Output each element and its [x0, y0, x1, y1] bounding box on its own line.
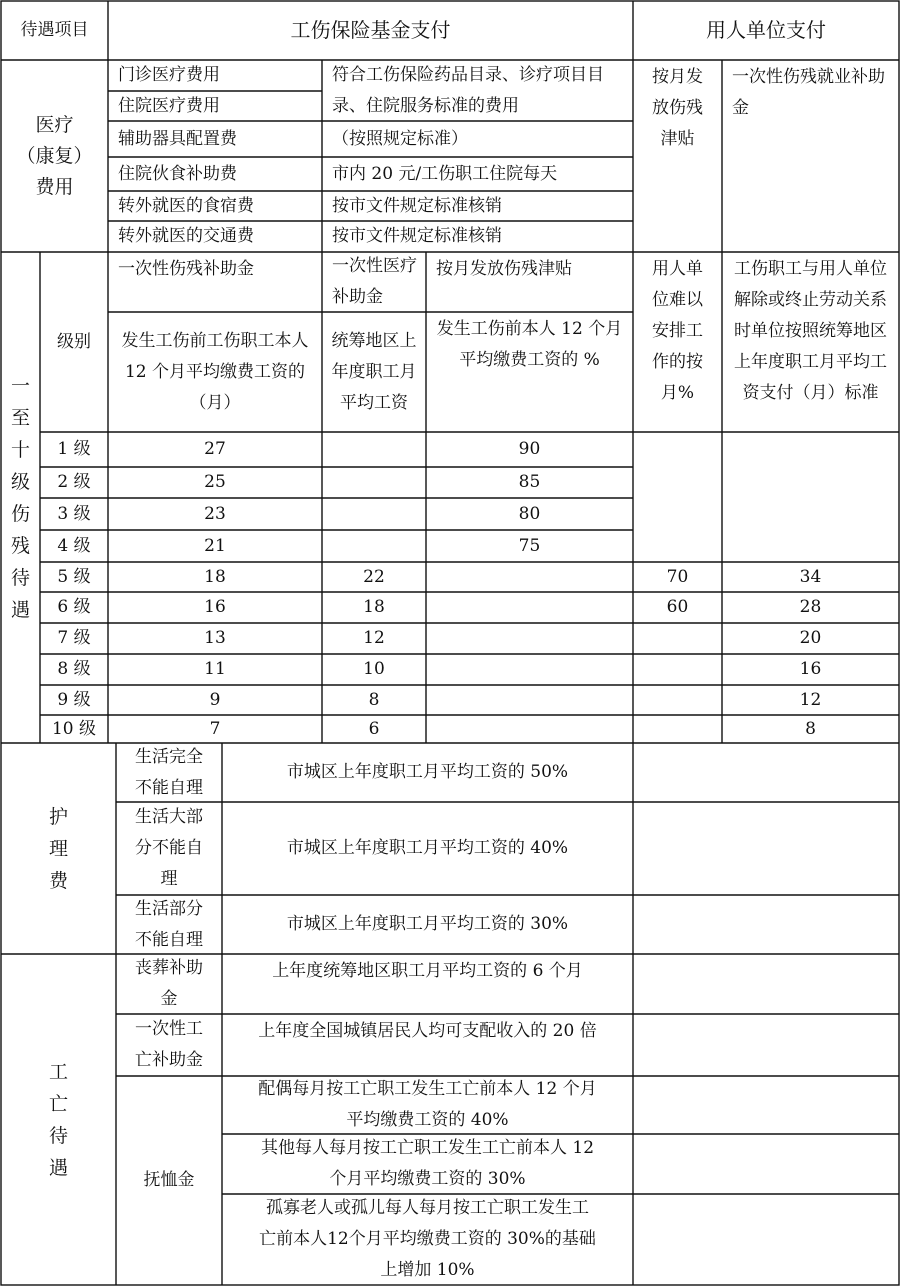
medical-meal: 住院伙食补助费 [118, 163, 237, 184]
disability-col-lump: 一次性伤残补助金 [118, 259, 254, 279]
level-employer-lump: 20 [799, 628, 822, 648]
level-employer-lump: 28 [799, 597, 822, 617]
disability-col-employer-monthly: 用人单 位难以 安排工 作的按 月% [652, 259, 703, 403]
nursing-label: 生活部分 不能自理 [135, 898, 203, 950]
medical-outpatient: 门诊医疗费用 [118, 65, 220, 85]
level-lump: 16 [204, 597, 226, 617]
disability-lump-unit: 发生工伤前工伤职工本人 12 个月平均缴费工资的 （月） [121, 330, 309, 413]
level-label: 10 级 [51, 718, 97, 739]
death-lump-label: 一次性工 亡补助金 [135, 1019, 203, 1070]
level-label: 2 级 [57, 472, 91, 492]
death-funeral-value: 上年度统筹地区职工月平均工资的 6 个月 [272, 961, 583, 981]
level-medical: 8 [368, 689, 380, 710]
medical-assistive: 辅助器具配置费 [118, 128, 237, 149]
death-pension-other: 其他每人每月按工亡职工发生工亡前本人 12 个月平均缴费工资的 30% [260, 1138, 595, 1189]
medical-transfer-lodging-note: 按市文件规定标准核销 [332, 195, 502, 216]
level-employer-lump: 34 [799, 566, 822, 587]
nursing-value: 市城区上年度职工月平均工资的 40% [286, 838, 569, 858]
level-employer-lump: 8 [805, 718, 816, 739]
level-monthly: 90 [518, 439, 541, 459]
medical-title: 医疗 （康复） 费用 [16, 113, 93, 198]
level-lump: 7 [209, 718, 221, 739]
medical-transfer-transport: 转外就医的交通费 [118, 226, 254, 246]
disability-title: 一 至 十 级 伤 残 待 遇 [10, 374, 30, 621]
level-lump: 18 [204, 566, 226, 587]
level-lump: 27 [204, 439, 226, 459]
death-lump-value: 上年度全国城镇居民人均可支配收入的 20 倍 [258, 1021, 597, 1041]
disability-medical-unit: 统筹地区上年度职工月平均工资 [331, 330, 417, 413]
medical-transfer-lodging: 转外就医的食宿费 [118, 195, 254, 216]
level-label: 5 级 [57, 566, 91, 587]
nursing-label: 生活完全 不能自理 [135, 746, 203, 798]
level-employer-lump: 16 [799, 659, 822, 679]
level-monthly: 75 [518, 535, 541, 556]
nursing-title: 护 理 费 [48, 805, 68, 892]
level-employer-monthly: 70 [666, 566, 689, 587]
medical-transfer-transport-note: 按市文件规定标准核销 [332, 226, 502, 246]
medical-employment-subsidy: 一次性伤残就业补助金 [732, 67, 885, 118]
disability-col-monthly: 按月发放伤残津贴 [436, 259, 572, 279]
nursing-label: 生活大部 分不能自 理 [135, 807, 203, 889]
disability-monthly-unit: 发生工伤前本人 12 个月平均缴费工资的 % [436, 319, 623, 370]
level-label: 7 级 [57, 628, 91, 648]
level-lump: 9 [209, 689, 221, 710]
medical-meal-note: 市内 20 元/工伤职工住院每天 [332, 163, 558, 184]
level-medical: 10 [363, 659, 385, 679]
level-label: 3 级 [57, 503, 91, 524]
disability-col-medical: 一次性医疗补助金 [332, 256, 417, 307]
level-label: 8 级 [57, 659, 91, 679]
level-employer-monthly: 60 [666, 597, 689, 617]
level-medical: 18 [363, 597, 385, 617]
level-medical: 6 [368, 718, 380, 739]
level-lump: 21 [204, 535, 226, 556]
level-monthly: 85 [518, 472, 541, 492]
level-lump: 25 [204, 472, 226, 492]
level-label: 6 级 [57, 597, 91, 617]
death-pension-spouse: 配偶每月按工亡职工发生工亡前本人 12 个月 平均缴费工资的 40% [258, 1079, 597, 1130]
level-monthly: 80 [518, 503, 541, 524]
level-lump: 11 [204, 659, 226, 679]
level-label: 9 级 [57, 689, 91, 710]
header-item: 待遇项目 [20, 20, 89, 40]
level-medical: 22 [363, 566, 385, 587]
level-medical: 12 [363, 628, 385, 648]
nursing-value: 市城区上年度职工月平均工资的 30% [286, 914, 569, 934]
level-lump: 23 [204, 503, 226, 524]
nursing-value: 市城区上年度职工月平均工资的 50% [286, 762, 569, 782]
death-funeral-label: 丧葬补助 金 [135, 958, 203, 1009]
level-lump: 13 [204, 628, 226, 648]
header-fund: 工伤保险基金支付 [290, 18, 451, 42]
medical-inpatient: 住院医疗费用 [118, 95, 220, 116]
disability-level-label: 级别 [57, 331, 91, 352]
medical-monthly-allowance: 按月发 放伤残 津贴 [652, 67, 703, 149]
medical-standard-note: 符合工伤保险药品目录、诊疗项目目录、住院服务标准的费用 [332, 64, 604, 116]
death-pension-label: 抚恤金 [143, 1170, 195, 1190]
level-employer-lump: 12 [799, 689, 822, 710]
level-label: 4 级 [57, 535, 91, 556]
disability-col-employer-lump: 工伤职工与用人单位解除或终止劳动关系时单位按照统筹地区上年度职工月平均工资支付（月）标准 [734, 259, 887, 403]
medical-assistive-note: （按照规定标准） [332, 128, 468, 149]
death-title: 工 亡 待 遇 [48, 1060, 68, 1179]
level-label: 1 级 [57, 439, 91, 459]
header-employer: 用人单位支付 [706, 18, 826, 42]
death-pension-orphan: 孤寡老人或孤儿每人每月按工亡职工发生工 亡前本人12个月平均缴费工资的 30%的基础 上增加 10% [259, 1198, 596, 1280]
